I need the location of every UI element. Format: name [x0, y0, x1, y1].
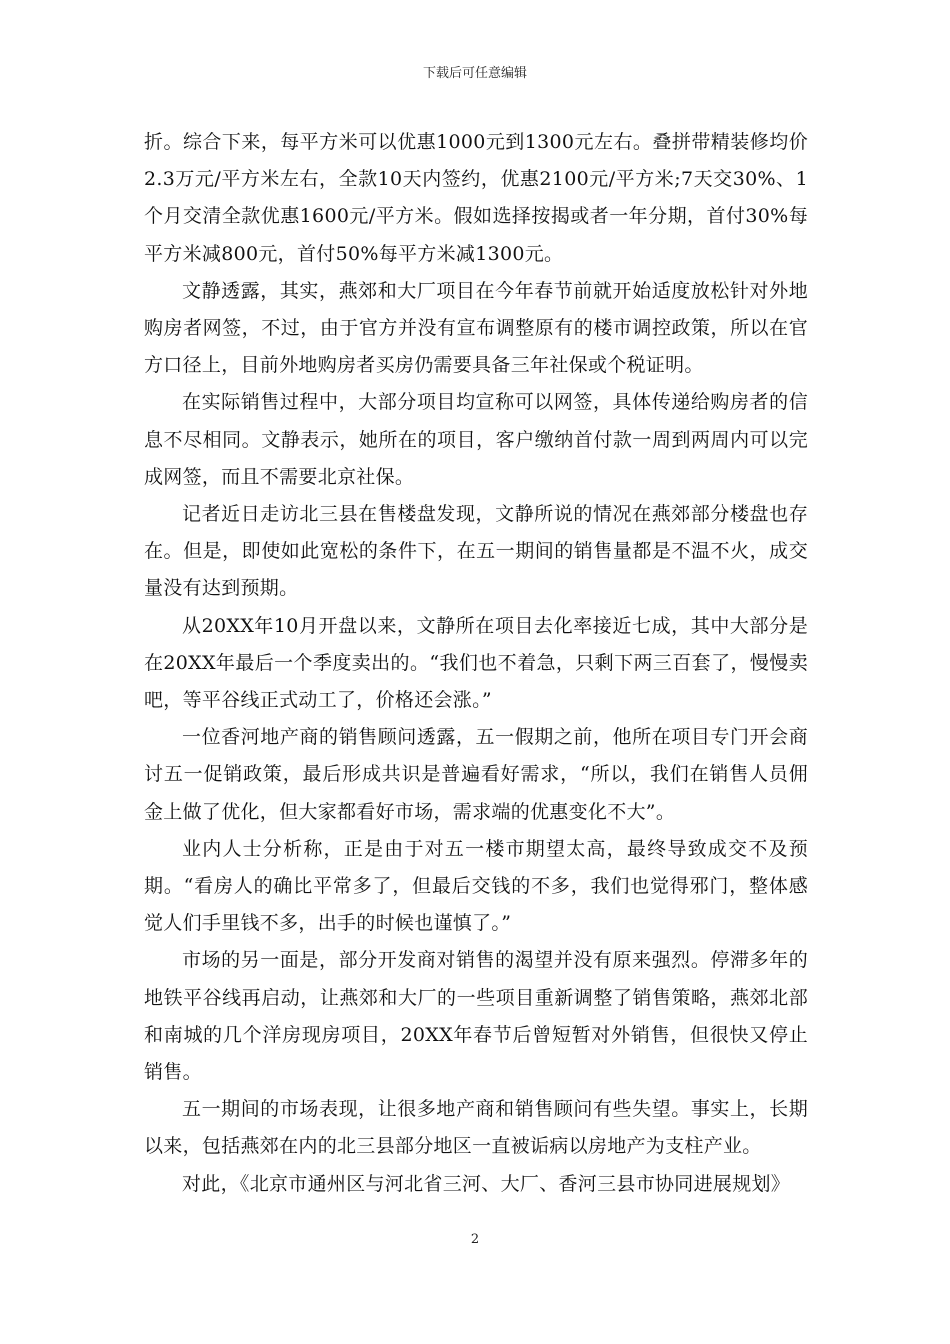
document-body: [144, 124, 808, 1203]
paragraph-1: 折。综合下来，每平方米可以优惠1000元到1300元左右。叠拼带精装修均价2.3万元/平方米左右，全款10天内签约，优惠2100元/平方米;7天交30%、1个月交清全款优惠1600元/平方米。假如选择按揭或者一年分期，首付30%每平方米减800元，首付50%每平方米减1300元。: [144, 131, 808, 265]
paragraph-10: 对此，《北京市通州区与河北省三河、大厂、香河三县市协同进展规划》: [182, 1172, 791, 1195]
paragraph-9: 五一期间的市场表现，让很多地产商和销售顾问有些失望。事实上，长期以来，包括燕郊在内的北三县部分地区一直被诟病以房地产为支柱产业。: [144, 1098, 808, 1158]
page-header: 下载后可任意编辑: [422, 66, 527, 81]
paragraph-4: 记者近日走访北三县在售楼盘发现，文静所说的情况在燕郊部分楼盘也存在。但是，即使如此宽松的条件下，在五一期间的销售量都是不温不火，成交量没有达到预期。: [144, 503, 808, 600]
paragraph-8: 市场的另一面是，部分开发商对销售的渴望并没有原来强烈。停滞多年的地铁平谷线再启动，让燕郊和大厂的一些项目重新调整了销售策略，燕郊北部和南城的几个洋房现房项目，20XX年春节后曾短暂对外销售，但很快又停止销售。: [144, 949, 808, 1084]
paragraph-7: 业内人士分析称，正是由于对五一楼市期望太高，最终导致成交不及预期。“看房人的确比平常多了，但最后交钱的不多，我们也觉得邪门，整体感觉人们手里钱不多，出手的时候也谨慎了。”: [144, 837, 808, 935]
paragraph-2: 文静透露，其实，燕郊和大厂项目在今年春节前就开始适度放松针对外地购房者网签，不过，由于官方并没有宣布调整原有的楼市调控政策，所以在官方口径上，目前外地购房者买房仍需要具备三年社保或个税证明。: [144, 279, 808, 377]
paragraph-5: 从20XX年10月开盘以来，文静所在项目去化率接近七成，其中大部分是在20XX年最后一个季度卖出的。“我们也不着急，只剩下两三百套了，慢慢卖吧，等平谷线正式动工了，价格还会涨。”: [144, 614, 808, 712]
page-number: 2: [470, 1232, 480, 1247]
paragraph-3: 在实际销售过程中，大部分项目均宣称可以网签，具体传递给购房者的信息不尽相同。文静表示，她所在的项目，客户缴纳首付款一周到两周内可以完成网签，而且不需要北京社保。: [144, 391, 808, 488]
paragraph-6: 一位香河地产商的销售顾问透露，五一假期之前，他所在项目专门开会商讨五一促销政策，最后形成共识是普遍看好需求，“所以，我们在销售人员佣金上做了优化，但大家都看好市场，需求端的优惠变化不大”。: [144, 726, 808, 823]
